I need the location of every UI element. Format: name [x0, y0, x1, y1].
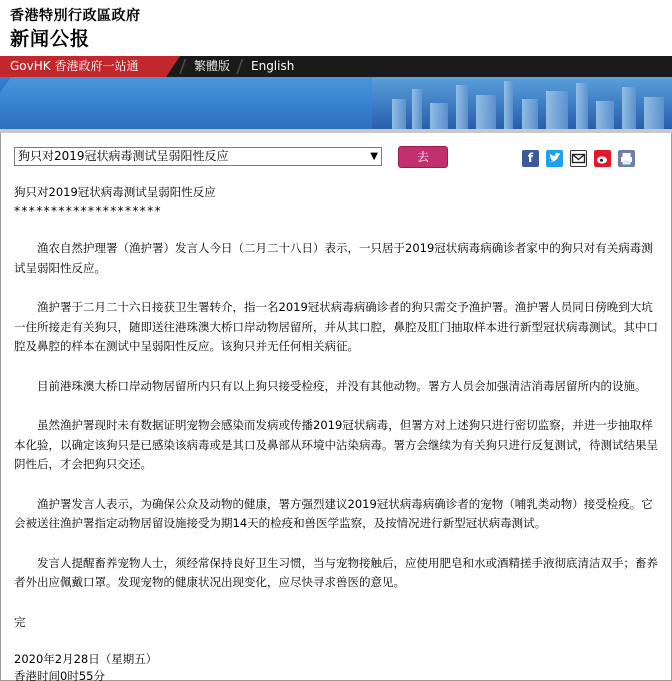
dropdown-arrow-icon: ▼: [370, 151, 378, 162]
article-toolbar: [0, 140, 672, 174]
facebook-icon[interactable]: f: [522, 150, 539, 167]
banner-cityscape: [372, 77, 672, 129]
article-paragraph: 虽然渔护署现时未有数据证明宠物会感染而发病或传播2019冠状病毒，但署方对上述狗只进行密切监察，并进一步抽取样本化验，以确定该狗只是已感染该病毒或是其口及鼻部从环境中沾染病毒。署方会继续为有关狗只进行反复测试，待测试结果呈阴性后，才会把狗只交还。: [14, 418, 658, 471]
nav-separator: [236, 59, 243, 74]
article-body: [14, 182, 664, 681]
press-release-select[interactable]: [14, 147, 382, 166]
twitter-icon[interactable]: [546, 150, 563, 167]
article-paragraph: 渔护署于二月二十六日接获卫生署转介，指一名2019冠状病毒病确诊者的狗只需交予渔护署。渔护署人员同日傍晚到大坑一住所接走有关狗只，随即送往港珠澳大桥口岸动物居留所，并从其口腔，鼻腔及肛门抽取样本进行新型冠状病毒测试。其中口腔及鼻腔的样本在测试中呈弱阳性反应。该狗只并无任何相关病征。: [14, 300, 658, 353]
article-end-mark: 完: [14, 614, 26, 629]
nav-separator: [179, 59, 186, 74]
article-headline: 狗只对2019冠状病毒测试呈弱阳性反应: [14, 185, 216, 199]
publish-date: 2020年2月28日（星期五）: [14, 651, 158, 666]
govhk-link[interactable]: GovHK 香港政府一站通: [0, 56, 166, 77]
traditional-chinese-link[interactable]: 繁體版: [194, 59, 231, 73]
govhk-tab-wedge: [166, 56, 180, 77]
go-button[interactable]: 去: [398, 146, 448, 168]
english-link[interactable]: English: [251, 59, 295, 73]
publish-time: 香港时间0时55分: [14, 668, 105, 681]
article-paragraph: 发言人提醒畜养宠物人士，须经常保持良好卫生习惯，当与宠物接触后，应使用肥皂和水或酒精搓手液彻底清洁双手；畜养者外出应佩戴口罩。发现宠物的健康状况出现变化，应尽快寻求兽医的意见。: [14, 555, 658, 589]
email-icon[interactable]: [570, 150, 587, 167]
press-release-title[interactable]: 新闻公报: [10, 28, 91, 50]
top-navbar: [0, 56, 672, 77]
weibo-icon[interactable]: [594, 150, 611, 167]
government-name: 香港特別行政區政府: [10, 8, 141, 24]
select-current-value: 狗只对2019冠状病毒测试呈弱阳性反应: [18, 149, 229, 163]
banner-divider: [0, 129, 672, 133]
site-header: [0, 0, 672, 56]
article-paragraph: 渔农自然护理署（渔护署）发言人今日（二月二十八日）表示，一只居于2019冠状病毒病确诊者家中的狗只对有关病毒测试呈弱阳性反应。: [14, 241, 653, 275]
headline-divider-stars: ********************: [14, 204, 162, 218]
print-icon[interactable]: [618, 150, 635, 167]
header-banner: [0, 77, 672, 129]
article-paragraph: 渔护署发言人表示，为确保公众及动物的健康，署方强烈建议2019冠状病毒病确诊者的宠物（哺乳类动物）接受检疫。它会被送往渔护署指定动物居留设施接受为期14天的检疫和兽医学监察，及按情况进行新型冠状病毒测试。: [14, 496, 653, 530]
article-paragraph: 目前港珠澳大桥口岸动物居留所内只有以上狗只接受检疫，并没有其他动物。署方人员会加强清洁消毒居留所内的设施。: [37, 378, 647, 393]
